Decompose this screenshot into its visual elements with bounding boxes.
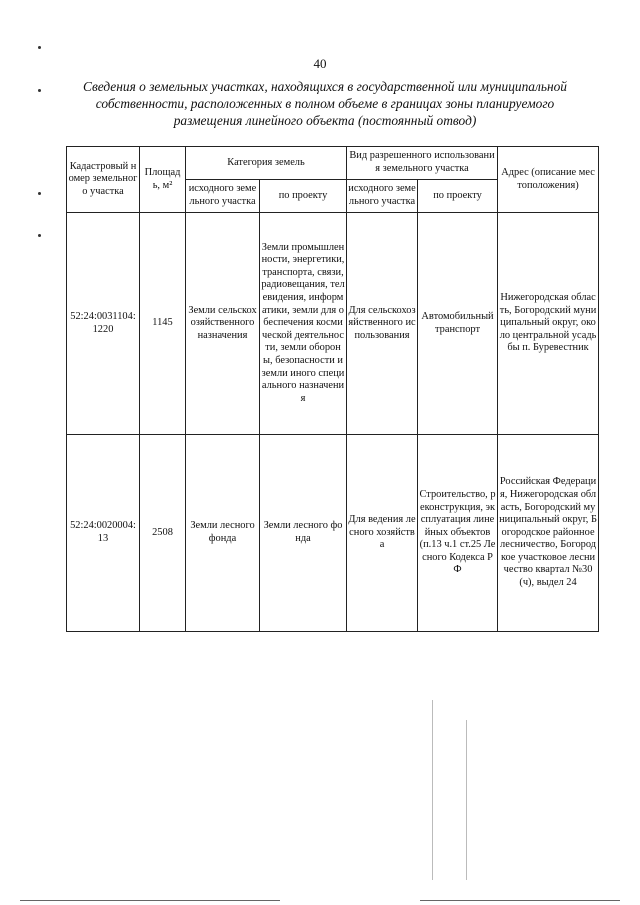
header-address: Адрес (описание местоположения) <box>498 147 599 213</box>
header-category-project: по проекту <box>260 180 347 213</box>
table-header-row <box>67 147 599 180</box>
cell-cadastral-number: 52:24:0031104:1220 <box>67 213 140 435</box>
header-cadastral-number: Кадастровый номер земельного участка <box>67 147 140 213</box>
cell-use-project: Автомобильный транспорт <box>418 213 498 435</box>
table-row <box>67 213 599 435</box>
cell-category-project: Земли лесного фонда <box>260 435 347 632</box>
cell-use-original: Для ведения лесного хозяйства <box>347 435 418 632</box>
header-area: Площадь, м² <box>140 147 186 213</box>
header-category-original: исходного земельного участка <box>186 180 260 213</box>
cell-use-original: Для сельскохозяйственного использования <box>347 213 418 435</box>
document-title: Сведения о земельных участках, находящихся в государственной или муниципальной собственности, расположенных в полном объеме в границах зоны планируемого размещения линейного объекта (постоянный отвод) <box>83 79 567 128</box>
scan-streak <box>432 700 433 880</box>
header-land-category: Категория земель <box>186 147 347 180</box>
scan-edge-line <box>420 900 620 901</box>
land-plots-table <box>66 146 599 632</box>
cell-category-original: Земли лесного фонда <box>186 435 260 632</box>
table-row <box>67 435 599 632</box>
cell-category-project: Земли промышленности, энергетики, транспорта, связи, радиовещания, телевидения, информатики, земли для обеспечения космической деятельности, земли обороны, безопасности и земли иного специального назначения <box>260 213 347 435</box>
header-use-original: исходного земельного участка <box>347 180 418 213</box>
cell-address: Российская Федерация, Нижегородская область, Богородский муниципальный округ, Богородское районное лесничество, Богородкое участковое лесничество квартал №30(ч), выдел 24 <box>498 435 599 632</box>
cell-category-original: Земли сельскохозяйственного назначения <box>186 213 260 435</box>
scan-edge-line <box>20 900 280 901</box>
cell-address: Нижегородская область, Богородский муниципальный округ, около центральной усадьбы п. Буревестник <box>498 213 599 435</box>
scan-dot <box>38 89 41 92</box>
cell-area: 1145 <box>140 213 186 435</box>
header-permitted-use: Вид разрешенного использования земельного участка <box>347 147 498 180</box>
scan-dot <box>38 234 41 237</box>
cell-use-project: Строительство, реконструкция, эксплуатация линейных объектов (п.13 ч.1 ст.25 Лесного Кодекса РФ <box>418 435 498 632</box>
header-use-project: по проекту <box>418 180 498 213</box>
cell-cadastral-number: 52:24:0020004:13 <box>67 435 140 632</box>
scan-streak <box>466 720 467 880</box>
cell-area: 2508 <box>140 435 186 632</box>
page-number: 40 <box>313 56 327 71</box>
scan-dot <box>38 46 41 49</box>
scan-dot <box>38 192 41 195</box>
